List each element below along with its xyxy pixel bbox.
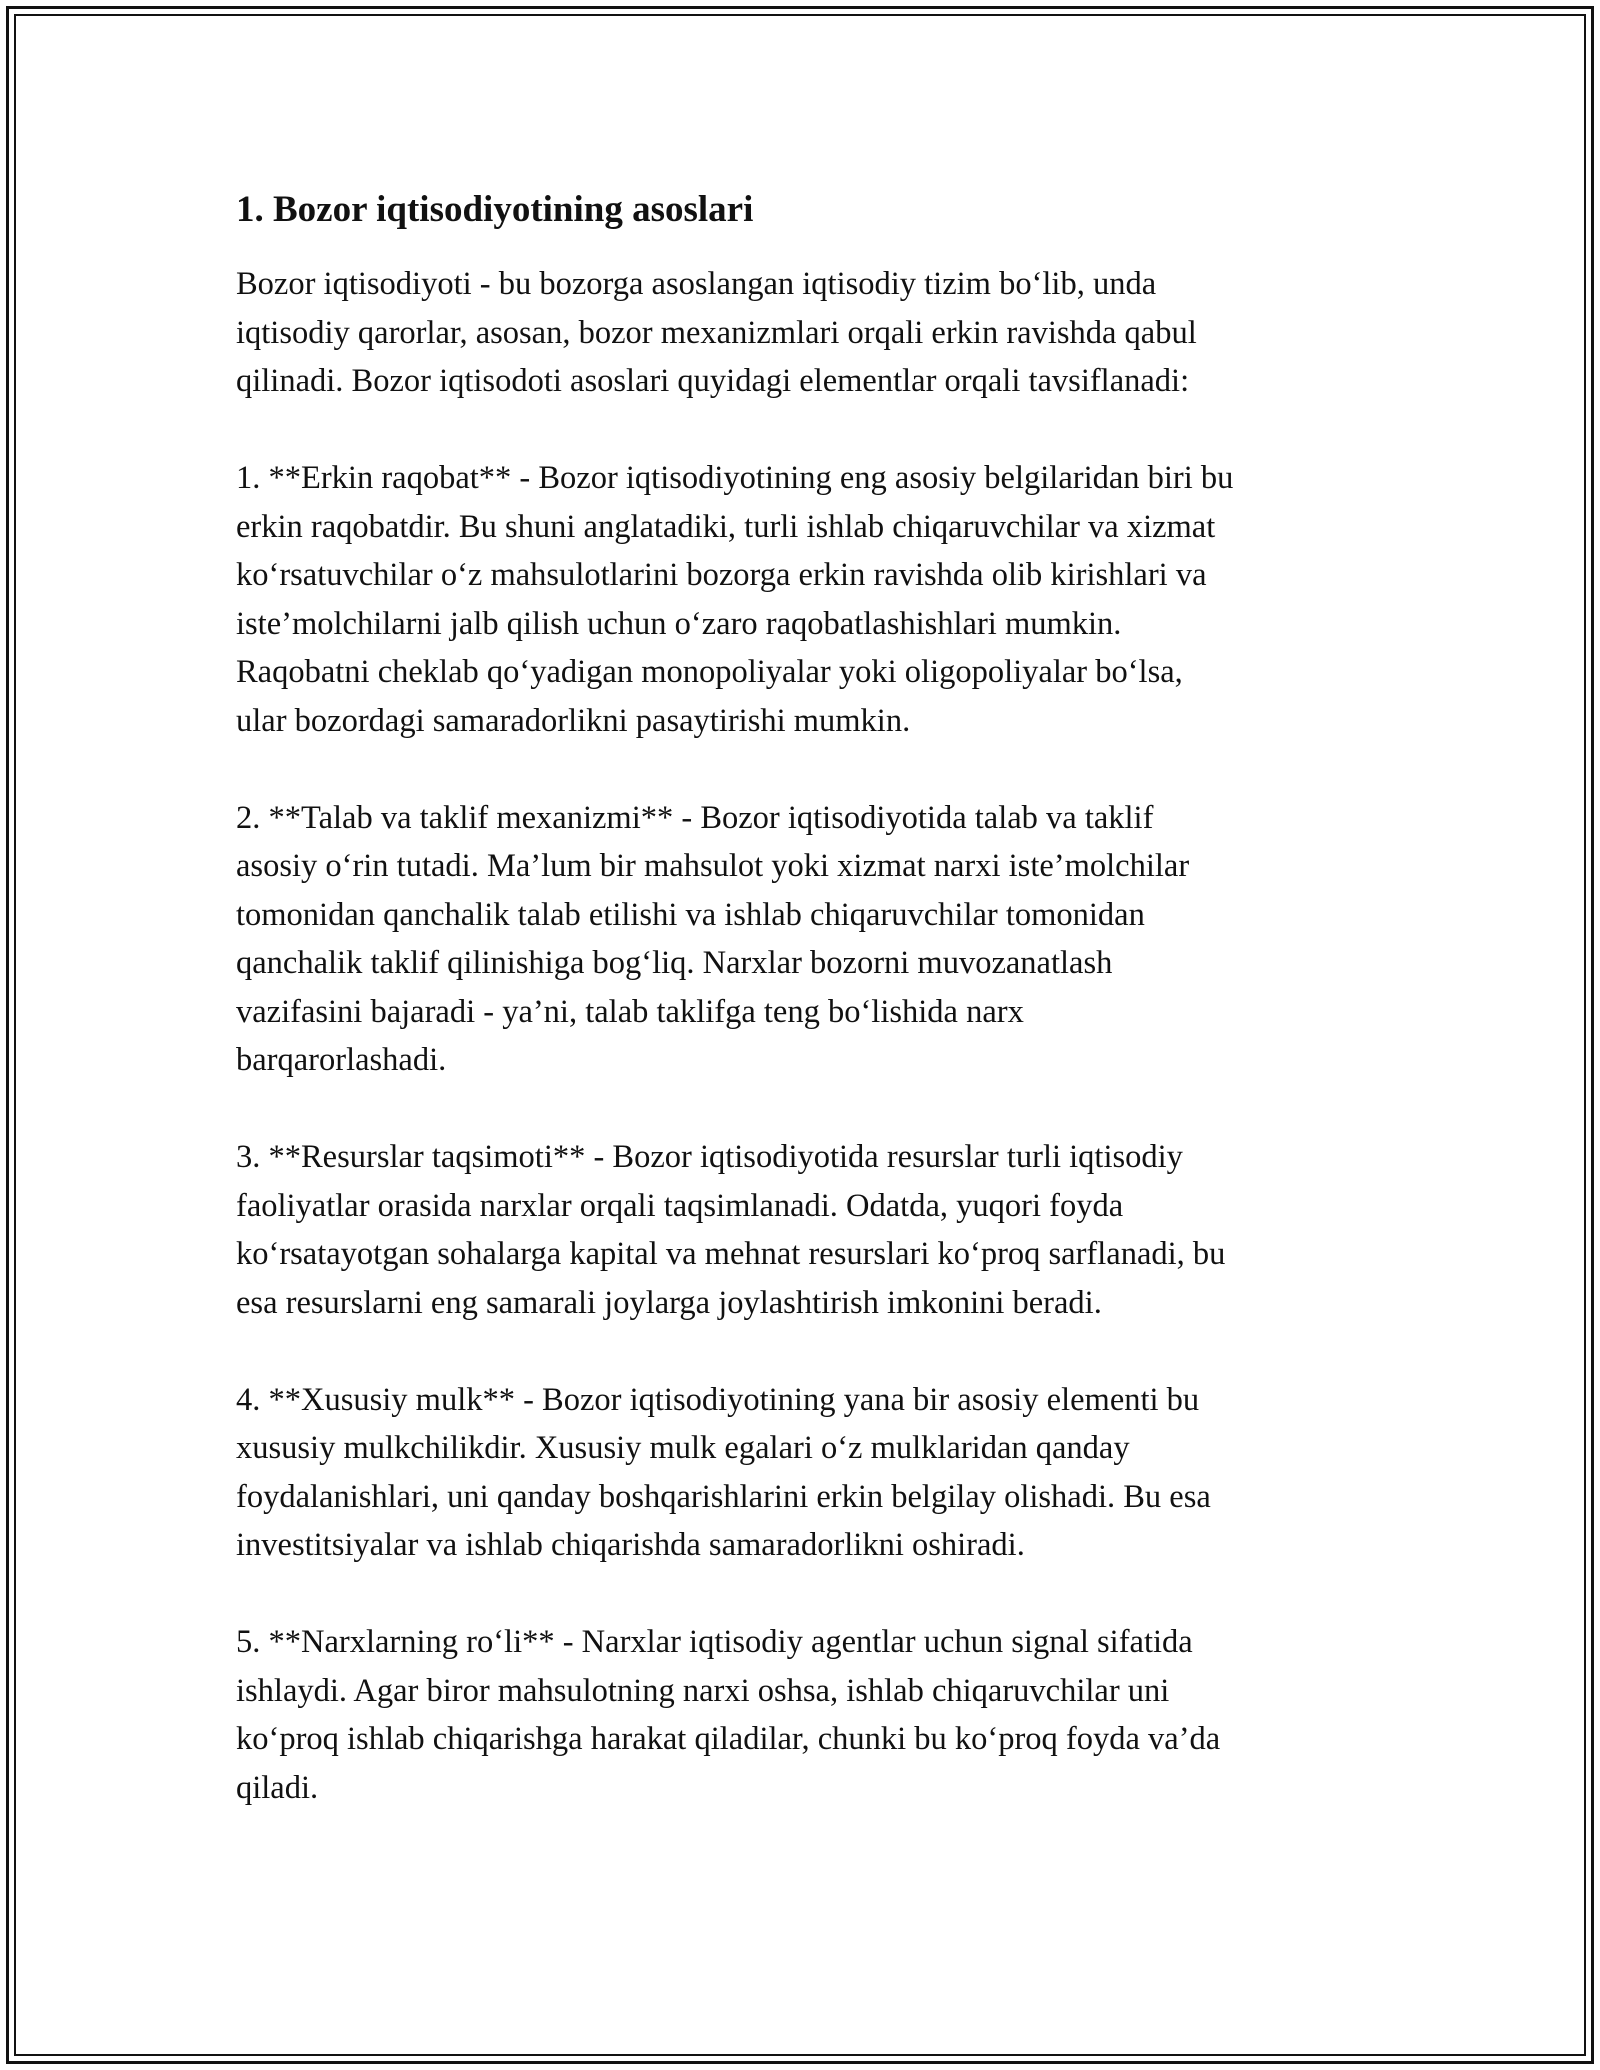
paragraph-line: Bozor iqtisodiyoti - bu bozorga asoslangan iqtisodiy tizim bo‘lib, unda — [236, 266, 1157, 302]
paragraph-line: 2. **Talab va taklif mexanizmi** - Bozor iqtisodiyotida talab va taklif — [236, 799, 1154, 836]
point-2-paragraph — [236, 794, 1366, 1085]
paragraph-line: ko‘rsatuvchilar o‘z mahsulotlarini bozorga erkin ravishda olib kirishlari va — [236, 557, 1207, 593]
paragraph-line: barqarorlashadi. — [236, 1042, 447, 1078]
paragraph-line: vazifasini bajaradi - ya’ni, talab taklifga teng bo‘lishida narx — [236, 993, 1024, 1030]
paragraph-gap — [236, 745, 1366, 794]
paragraph-line: qilinadi. Bozor iqtisodoti asoslari quyidagi elementlar orqali tavsiflanadi: — [236, 363, 1190, 399]
point-1-paragraph — [236, 454, 1366, 745]
paragraph-line: iste’molchilarni jalb qilish uchun o‘zaro raqobatlashishlari mumkin. — [236, 605, 1122, 642]
paragraph-line: investitsiyalar va ishlab chiqarishda samaradorlikni oshiradi. — [236, 1527, 1025, 1563]
paragraph-line: ishlaydi. Agar biror mahsulotning narxi oshsa, ishlab chiqaruvchilar uni — [236, 1672, 1170, 1709]
paragraph-line: faoliyatlar orasida narxlar orqali taqsimlanadi. Odatda, yuqori foyda — [236, 1187, 1124, 1224]
paragraph-gap — [236, 1085, 1366, 1134]
paragraph-line: ular bozordagi samaradorlikni pasaytirishi mumkin. — [236, 702, 911, 739]
paragraph-line: esa resurslarni eng samarali joylarga joylashtirish imkonini beradi. — [236, 1284, 1102, 1321]
paragraph-line: Raqobatni cheklab qo‘yadigan monopoliyalar yoki oligopoliyalar bo‘lsa, — [236, 654, 1183, 690]
point-5-paragraph — [236, 1618, 1366, 1812]
paragraph-line: foydalanishlari, uni qanday boshqarishlarini erkin belgilay olishadi. Bu esa — [236, 1478, 1211, 1515]
paragraph-line: 3. **Resurslar taqsimoti** - Bozor iqtisodiyotida resurslar turli iqtisodiy — [236, 1139, 1183, 1175]
document-title: 1. Bozor iqtisodiyotining asoslari — [236, 189, 754, 230]
paragraph-line: qiladi. — [236, 1769, 319, 1806]
paragraph-gap — [236, 1327, 1366, 1376]
paragraph-line: 1. **Erkin raqobat** - Bozor iqtisodiyotining eng asosiy belgilaridan biri bu — [236, 460, 1234, 496]
paragraph-line: 5. **Narxlarning ro‘li** - Narxlar iqtisodiy agentlar uchun signal sifatida — [236, 1624, 1193, 1660]
document-body — [236, 186, 1366, 1812]
paragraph-line: erkin raqobatdir. Bu shuni anglatadiki, turli ishlab chiqaruvchilar va xizmat — [236, 508, 1216, 545]
point-4-paragraph — [236, 1376, 1366, 1570]
paragraph-line: qanchalik taklif qilinishiga bog‘liq. Narxlar bozorni muvozanatlash — [236, 945, 1113, 981]
paragraph-line: xususiy mulkchilikdir. Xususiy mulk egalari o‘z mulklaridan qanday — [236, 1430, 1130, 1466]
paragraph-line: iqtisodiy qarorlar, asosan, bozor mexanizmlari orqali erkin ravishda qabul — [236, 314, 1197, 351]
paragraph-line: tomonidan qanchalik talab etilishi va ishlab chiqaruvchilar tomonidan — [236, 896, 1145, 933]
paragraph-line: asosiy o‘rin tutadi. Ma’lum bir mahsulot yoki xizmat narxi iste’molchilar — [236, 848, 1190, 884]
intro-paragraph — [236, 260, 1366, 406]
paragraph-line: ko‘rsatayotgan sohalarga kapital va mehnat resurslari ko‘proq sarflanadi, bu — [236, 1236, 1226, 1272]
paragraph-line: ko‘proq ishlab chiqarishga harakat qiladilar, chunki bu ko‘proq foyda va’da — [236, 1721, 1221, 1757]
paragraph-gap — [236, 1570, 1366, 1619]
paragraph-line: 4. **Xususiy mulk** - Bozor iqtisodiyotining yana bir asosiy elementi bu — [236, 1381, 1200, 1418]
paragraph-gap — [236, 406, 1366, 455]
point-3-paragraph — [236, 1133, 1366, 1327]
